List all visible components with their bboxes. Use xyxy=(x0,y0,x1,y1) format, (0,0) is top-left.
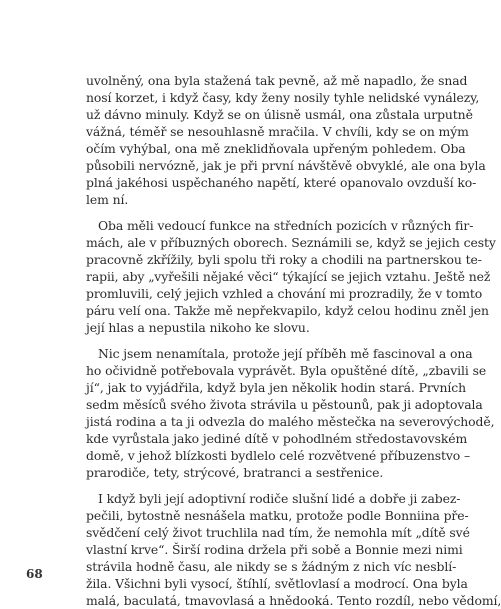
text-line: vážná, téměř se nesouhlasně mračila. V chvíli, kdy se on mým xyxy=(86,124,469,139)
paragraph xyxy=(86,217,496,336)
text-line: pečili, bytostně nesnášela matku, protože podle Bonniina pře- xyxy=(86,508,469,523)
body-text xyxy=(86,72,501,609)
text-line: lem ní. xyxy=(86,192,129,207)
text-line: kde vyrůstala jako jediné dítě v pohodlném středostavovském xyxy=(86,431,468,446)
paragraph xyxy=(86,490,501,609)
text-line: její hlas a nepustila nikoho ke slovu. xyxy=(86,320,310,335)
text-line: ho očividně potřebovala vyprávět. Byla opuštěné dítě, „zbavili se xyxy=(86,363,487,378)
text-line: páru velí ona. Takže mě nepřekvapilo, když celou hodinu zněl jen xyxy=(86,303,489,318)
page-number: 68 xyxy=(26,567,43,581)
text-line: domě, v jehož blízkosti bydlelo celé rozvětvené příbuzenstvo – xyxy=(86,448,471,463)
paragraph-gap xyxy=(86,208,402,217)
text-line: sedm měsíců svého života strávila u pěstounů, pak ji adoptovala xyxy=(86,397,483,412)
paragraph-gap xyxy=(86,336,402,345)
text-line: pracovně zkřížily, byli spolu tři roky a chodili na partnerskou te- xyxy=(86,252,482,267)
text-line: působili nervózně, jak je při první návštěvě obvyklé, ale ona byla xyxy=(86,158,486,173)
text-line: prarodiče, tety, strýcové, bratranci a sestřenice. xyxy=(86,465,384,480)
text-line: rapii, aby „vyřešili nějaké věci“ týkající se jejich vztahu. Ještě než xyxy=(86,269,491,284)
text-line: nosí korzet, i když časy, kdy ženy nosily tyhle nelidské vynálezy, xyxy=(86,90,480,105)
text-line: očím vyhýbal, ona mě zneklidňovala upřeným pohledem. Oba xyxy=(86,141,466,156)
text-line: malá, baculatá, tmavovlasá a hnědooká. Tento rozdíl, nebo vědomí, xyxy=(86,593,501,608)
text-line: žila. Všichni byli vysocí, štíhlí, světlovlasí a modrocí. Ona byla xyxy=(86,576,468,591)
text-line: jistá rodina a ta ji odvezla do malého městečka na severovýchodě, xyxy=(86,414,495,429)
text-line: jí“, jak to vyjádřila, když byla jen několik hodin stará. Prvních xyxy=(86,380,467,395)
text-line: svědčení celý život truchlila nad tím, že nemohla mít „dítě své xyxy=(86,525,470,540)
text-line: vlastní krve“. Širší rodina držela při sobě a Bonnie mezi nimi xyxy=(86,542,463,557)
text-line: mách, ale v příbuzných oborech. Seznámili se, když se jejich cesty xyxy=(86,235,496,250)
text-line: plná jakéhosi uspěchaného napětí, které opanovalo ovzduší ko- xyxy=(86,175,477,190)
text-line: I když byli její adoptivní rodiče slušní lidé a dobře ji zabez- xyxy=(98,491,461,506)
text-line: promluvili, celý jejich vzhled a chování mi prozradily, že v tomto xyxy=(86,286,483,301)
paragraph-gap xyxy=(86,481,402,490)
text-line: strávila hodně času, ale nikdy se s žádným z nich víc nesblí- xyxy=(86,559,457,574)
text-line: Oba měli vedoucí funkce na středních pozicích v různých fir- xyxy=(98,218,474,233)
text-line: už dávno minuly. Když se on úlisně usmál, ona zůstala urputně xyxy=(86,107,473,122)
paragraph xyxy=(86,345,495,481)
paragraph xyxy=(86,72,486,208)
text-line: uvolněný, ona byla stažená tak pevně, až mě napadlo, že snad xyxy=(86,73,468,88)
text-line: Nic jsem nenamítala, protože její příběh mě fascinoval a ona xyxy=(98,346,473,361)
